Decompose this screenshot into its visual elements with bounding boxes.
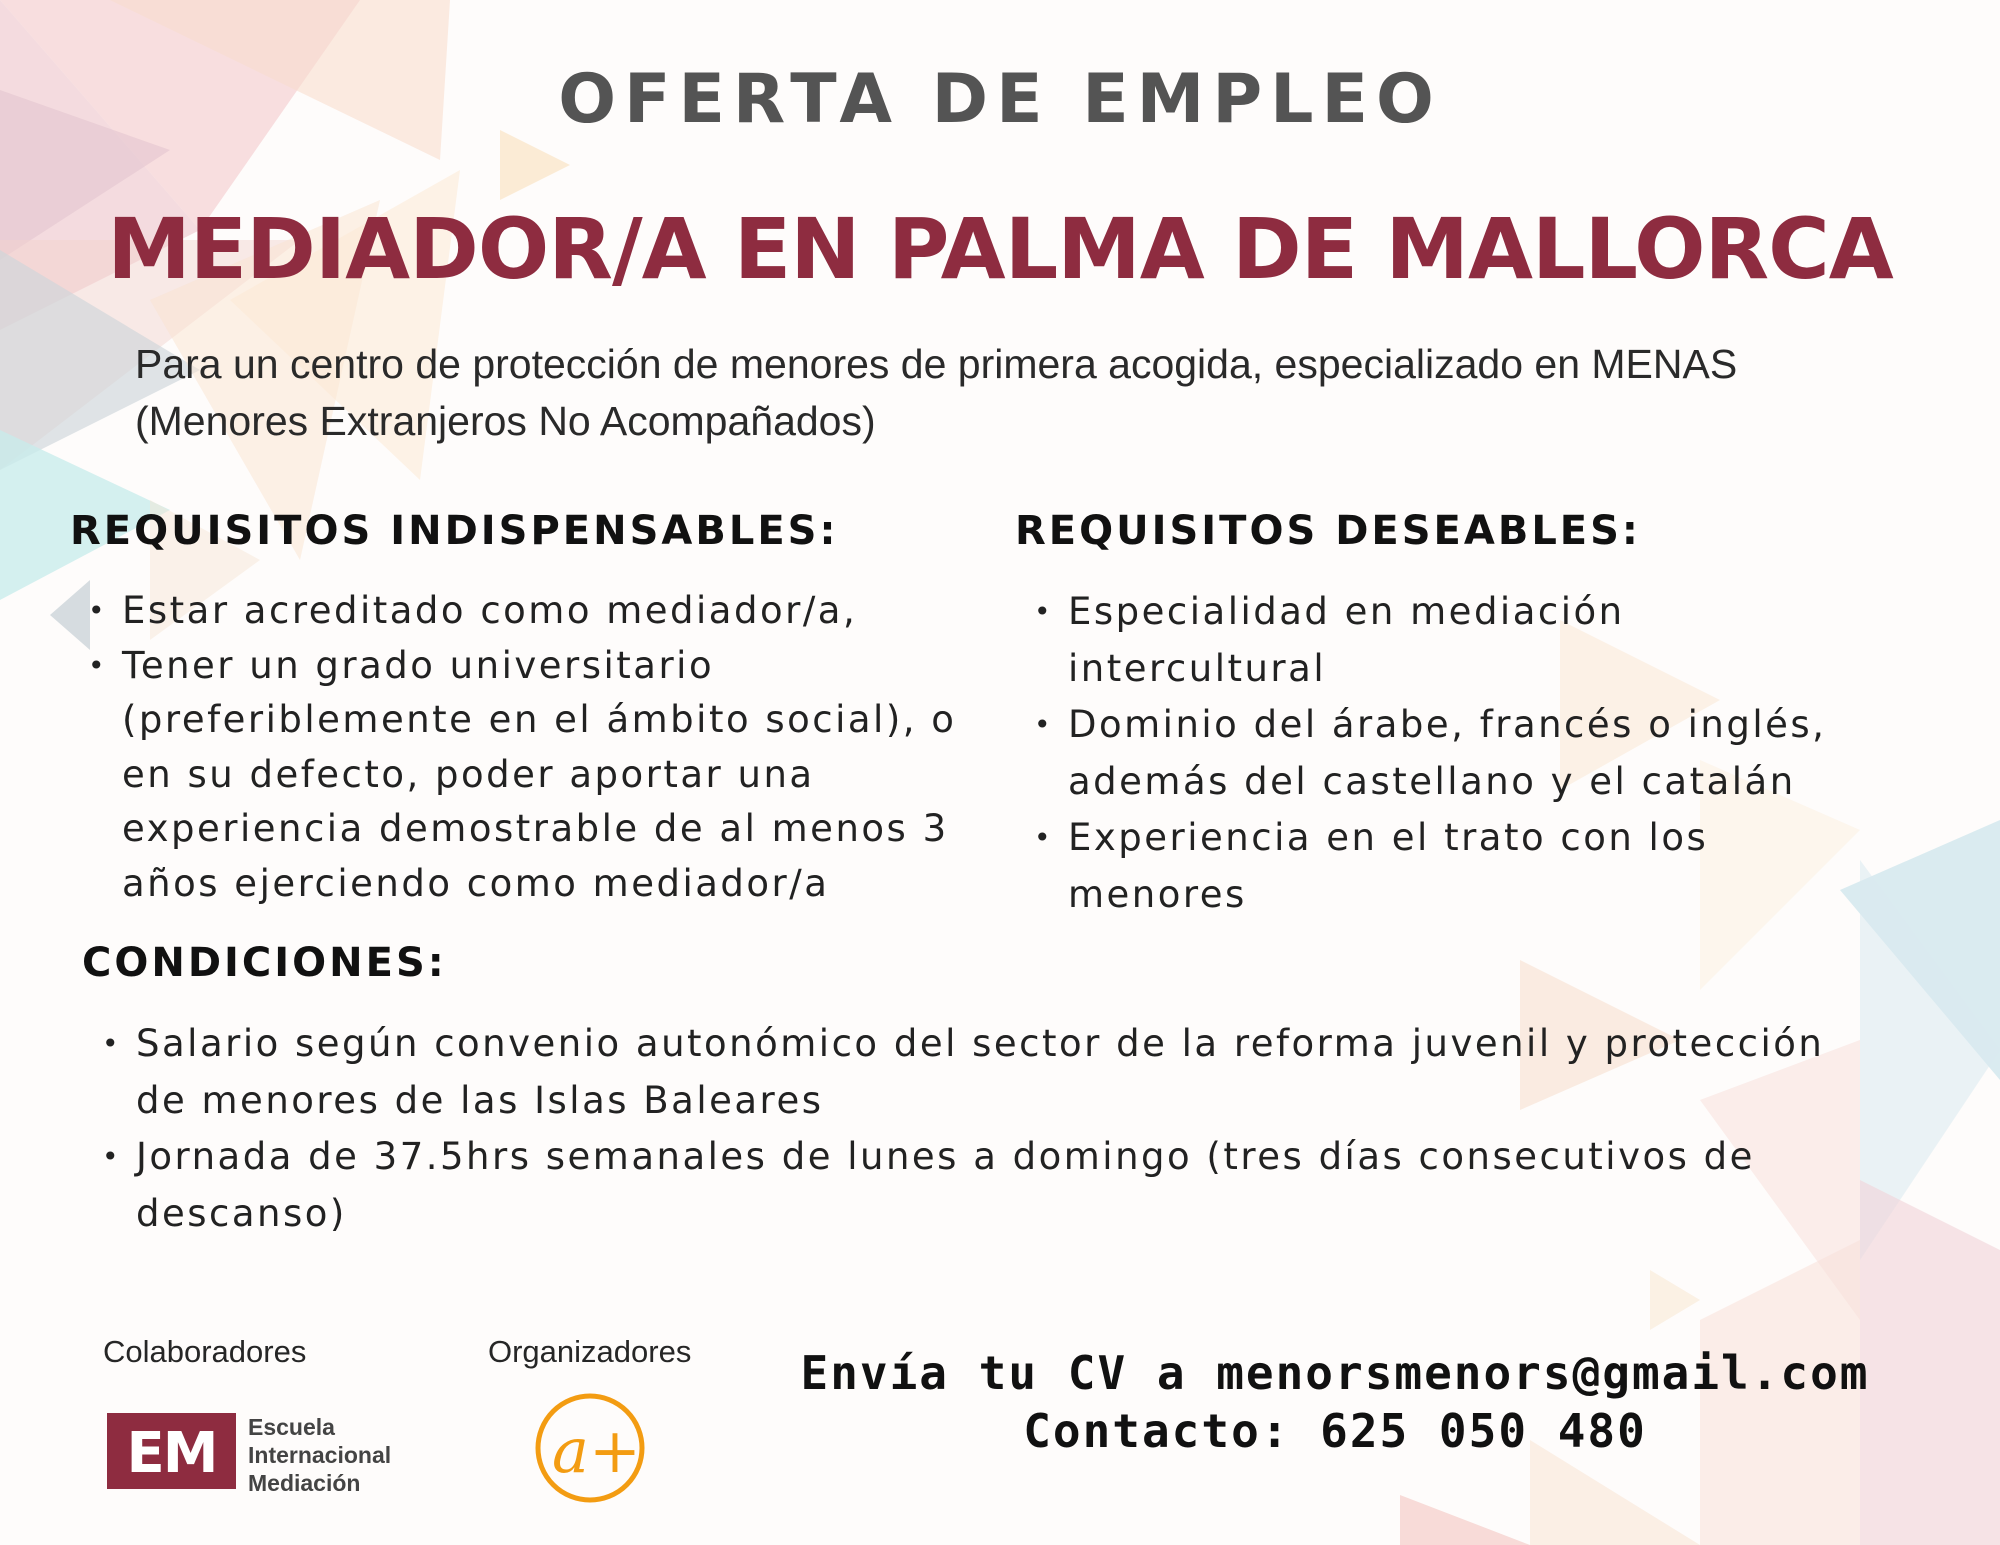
desirable-heading: REQUISITOS DESEABLES: <box>1015 508 1641 554</box>
job-title: MEDIADOR/A EN PALMA DE MALLORCA <box>107 200 1893 298</box>
list-item: • Jornada de 37.5hrs semanales de lunes a domingo (tres días consecutivos de descanso) <box>102 1129 1902 1242</box>
svg-text:a+: a+ <box>552 1414 641 1487</box>
intro-line-2: (Menores Extranjeros No Acompañados) <box>135 398 876 444</box>
intro-line-1: Para un centro de protección de menores de primera acogida, especializado en MENAS <box>135 341 1738 387</box>
offer-header: OFERTA DE EMPLEO <box>558 60 1442 139</box>
em-logo-words: Escuela Internacional Mediación <box>248 1414 392 1496</box>
required-list <box>88 584 988 911</box>
list-item: • Estar acreditado como mediador/a, <box>88 584 988 639</box>
list-item: • Experiencia en el trato con los menores <box>1034 810 1934 923</box>
intro-text <box>135 336 1775 450</box>
conditions-list <box>102 1016 1902 1242</box>
desirable-list <box>1034 584 1934 923</box>
list-item: • Especialidad en mediación intercultural <box>1034 584 1934 697</box>
em-logo-mark: EM <box>107 1413 236 1489</box>
a-plus-logo <box>532 1392 648 1504</box>
cv-email-line: Envía tu CV a menorsmenors@gmail.com <box>800 1346 1870 1400</box>
list-item: • Dominio del árabe, francés o inglés, además del castellano y el catalán <box>1034 697 1934 810</box>
list-item: • Salario según convenio autonómico del sector de la reforma juvenil y protección de menores de las Islas Baleares <box>102 1016 1902 1129</box>
escuela-internacional-mediacion-logo <box>107 1413 407 1496</box>
organizers-label: Organizadores <box>488 1334 692 1369</box>
conditions-heading: CONDICIONES: <box>82 940 447 986</box>
list-item: • Tener un grado universitario (preferiblemente en el ámbito social), o en su defecto, poder aportar una experiencia demostrable de al menos 3 años ejerciendo como mediador/a <box>88 639 988 912</box>
collaborators-label: Colaboradores <box>103 1334 307 1369</box>
required-heading: REQUISITOS INDISPENSABLES: <box>70 508 839 554</box>
contact-phone-line: Contacto: 625 050 480 <box>1023 1404 1647 1458</box>
